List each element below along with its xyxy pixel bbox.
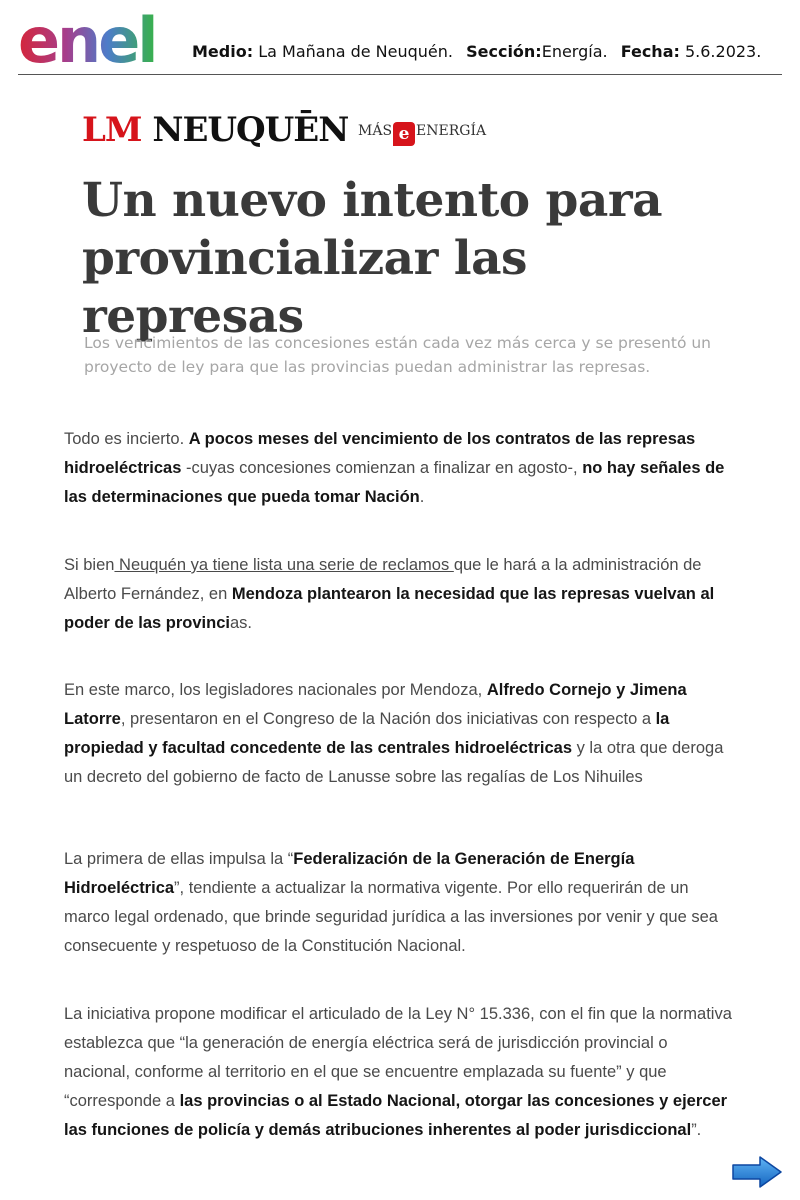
- paragraph-2: [64, 551, 736, 638]
- clipping-header: [18, 8, 782, 75]
- clipping-info: [192, 42, 761, 61]
- svg-text:enel: enel: [18, 10, 156, 70]
- arrow-right-icon[interactable]: [730, 1154, 784, 1190]
- lm-neuquen-logo: [82, 110, 348, 150]
- p5-bold-b: las provincias o al Estado Nacional, otorgar las concesiones y ejercer las funciones de policía y demás atribuciones inherentes al poder jurisdiccional: [64, 1092, 728, 1139]
- paragraph-4: [64, 845, 736, 961]
- neuquen-reclamos-link[interactable]: Neuquén ya tiene lista una serie de reclamos: [114, 556, 454, 574]
- article-subtitle: Los vencimientos de las concesiones están cada vez más cerca y se presentó un proyecto de ley para que las provincias puedan administrar las represas.: [84, 334, 712, 376]
- p4-text-c: ”, tendiente a actualizar la normativa vigente. Por ello requerirán de un marco legal ordenado, que brinde seguridad jurídica a las inversiones por venir y que sea consecuente y respetuoso de la Constitución Nacional.: [64, 879, 718, 955]
- energia-e-icon: e: [393, 122, 415, 146]
- p2-text-d: as.: [229, 614, 252, 632]
- p3-bold-b: Alfredo Cornejo y Jimena Latorre: [64, 681, 687, 728]
- paragraph-1: [64, 425, 736, 512]
- p3-bold-d: la propiedad y facultad concedente de las centrales hidroeléctricas: [64, 710, 670, 757]
- p2-text-b: que le hará a la administración de Alberto Fernández, en: [64, 556, 702, 603]
- paragraph-3: [64, 676, 736, 792]
- fecha-value: 5.6.2023.: [684, 42, 762, 61]
- p1-text-a: Todo es incierto.: [64, 430, 189, 448]
- medio-label: Medio:: [192, 42, 254, 61]
- p5-text-c: ”.: [691, 1121, 702, 1139]
- p2-bold-c: Mendoza plantearon la necesidad que las represas vuelvan al poder de las provinci: [64, 585, 715, 632]
- p4-text-a: La primera de ellas impulsa la “: [64, 850, 294, 868]
- mas-text: MÁS: [358, 123, 393, 139]
- fecha-label: Fecha:: [620, 42, 680, 61]
- seccion-value: Energía.: [541, 42, 608, 61]
- paragraph-5: [64, 1000, 736, 1145]
- article-title: Un nuevo intento para provincializar las represas: [82, 173, 663, 344]
- p1-text-e: .: [419, 488, 425, 506]
- masthead: [82, 110, 487, 154]
- mas-energia-logo: [358, 122, 486, 146]
- p2-text-a: Si bien: [64, 556, 115, 574]
- p1-text-c: -cuyas concesiones comienzan a finalizar en agosto-,: [181, 459, 583, 477]
- enel-logo: [18, 10, 188, 70]
- medio-value: La Mañana de Neuquén.: [258, 42, 453, 61]
- p1-bold-b: A pocos meses del vencimiento de los contratos de las represas hidroeléctricas: [64, 430, 696, 477]
- p3-text-a: En este marco, los legisladores nacionales por Mendoza,: [64, 681, 487, 699]
- p4-bold-b: Federalización de la Generación de Energía Hidroeléctrica: [64, 850, 635, 897]
- energia-text: ENERGÍA: [416, 123, 487, 139]
- lm-logo-city: NEUQUĒN: [152, 110, 349, 150]
- p3-text-e: y la otra que deroga un decreto del gobierno de facto de Lanusse sobre las regalías de Los Nihuiles: [64, 739, 724, 786]
- p1-bold-d: no hay señales de las determinaciones que pueda tomar Nación: [64, 459, 725, 506]
- seccion-label: Sección:: [466, 42, 542, 61]
- p5-text-a: La iniciativa propone modificar el articulado de la Ley N° 15.336, con el fin que la normativa establezca que “la generación de energía eléctrica será de jurisdicción provincial o nacional, conforme al territorio en el que se encuentre emplazada su fuente” y que “corresponde a: [64, 1005, 732, 1110]
- p3-text-c: , presentaron en el Congreso de la Nación dos iniciativas con respecto a: [120, 710, 656, 728]
- lm-logo-lm: LM: [82, 110, 142, 150]
